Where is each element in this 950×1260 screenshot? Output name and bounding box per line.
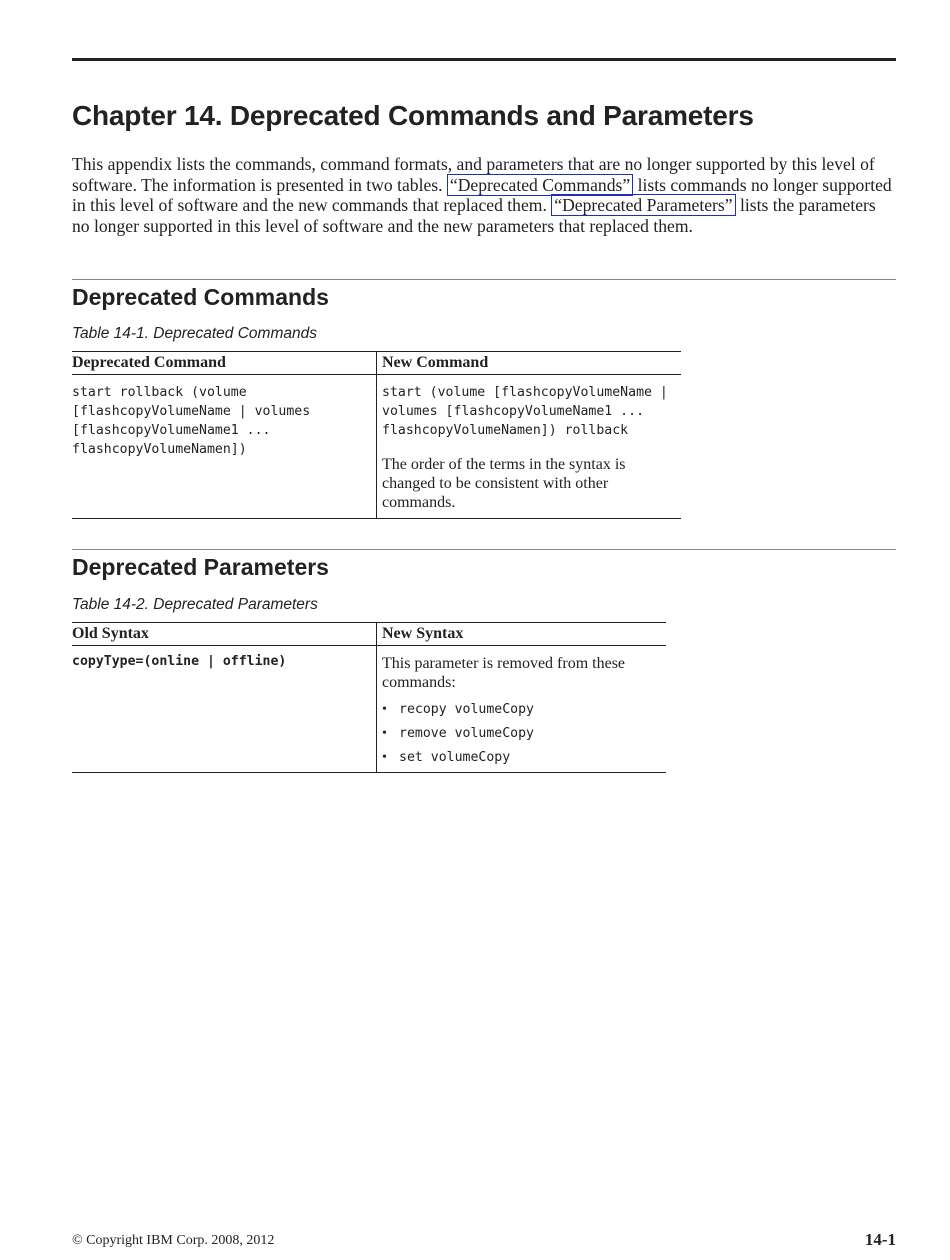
table-row: [72, 646, 666, 773]
link-deprecated-commands[interactable]: “Deprecated Commands”: [447, 174, 633, 196]
table-caption-commands: Table 14-1. Deprecated Commands: [72, 325, 317, 342]
section-title-commands: Deprecated Commands: [72, 284, 329, 310]
column-header: Deprecated Command: [72, 352, 377, 375]
list-item: [382, 746, 666, 770]
section-rule-parameters: [72, 549, 896, 550]
deprecated-parameters-table: [72, 622, 666, 773]
link-deprecated-parameters[interactable]: “Deprecated Parameters”: [551, 194, 735, 216]
command-name: recopy volumeCopy: [399, 702, 534, 717]
table-caption-parameters: Table 14-2. Deprecated Parameters: [72, 596, 318, 613]
intro-text-3: lists the parameters no longer supported in this level of software and the new parameters that replaced them.: [72, 195, 876, 236]
list-item: [382, 698, 666, 722]
column-header: New Command: [377, 352, 682, 375]
table-header-row: [72, 352, 681, 375]
old-syntax: copyType=(online | offline): [72, 654, 287, 669]
table-cell: [72, 646, 377, 773]
list-item: [382, 722, 666, 746]
command-name: remove volumeCopy: [399, 726, 534, 741]
table-header-row: [72, 623, 666, 646]
column-header: Old Syntax: [72, 623, 377, 646]
new-command-note: The order of the terms in the syntax is changed to be consistent with other commands.: [382, 456, 626, 511]
column-header: New Syntax: [377, 623, 667, 646]
removed-commands-list: [382, 698, 666, 770]
table-cell: [377, 375, 682, 519]
section-rule-commands: [72, 279, 896, 280]
table-cell: [377, 646, 667, 773]
chapter-title: Chapter 14. Deprecated Commands and Parameters: [72, 100, 754, 131]
table-row: [72, 375, 681, 519]
deprecated-command-syntax: start rollback (volume [flashcopyVolumeName | volumes [flashcopyVolumeName1 ... flashcopyVolumeNamen]): [72, 385, 311, 457]
bullet-icon: •: [382, 726, 387, 741]
new-command-syntax: start (volume [flashcopyVolumeName | volumes [flashcopyVolumeName1 ... flashcopyVolumeNamen]) rollback: [382, 385, 668, 438]
intro-text-1: This appendix lists the commands, command formats, and parameters that are no longer supported by this level of software. The information is presented in two tables.: [72, 154, 875, 195]
deprecated-commands-table: [72, 351, 681, 519]
intro-paragraph: [72, 154, 892, 236]
bullet-icon: •: [382, 750, 387, 765]
top-rule: [72, 58, 896, 61]
section-title-parameters: Deprecated Parameters: [72, 554, 329, 580]
bullet-icon: •: [382, 702, 387, 717]
footer-copyright: © Copyright IBM Corp. 2008, 2012: [72, 1233, 275, 1248]
table-cell: [72, 375, 377, 519]
intro-text-2: lists commands no longer supported in this level of software and the new commands that replaced them.: [72, 174, 892, 216]
command-name: set volumeCopy: [399, 750, 511, 765]
page-number: 14-1: [864, 1230, 896, 1249]
new-syntax-text: This parameter is removed from these commands:: [382, 655, 626, 691]
